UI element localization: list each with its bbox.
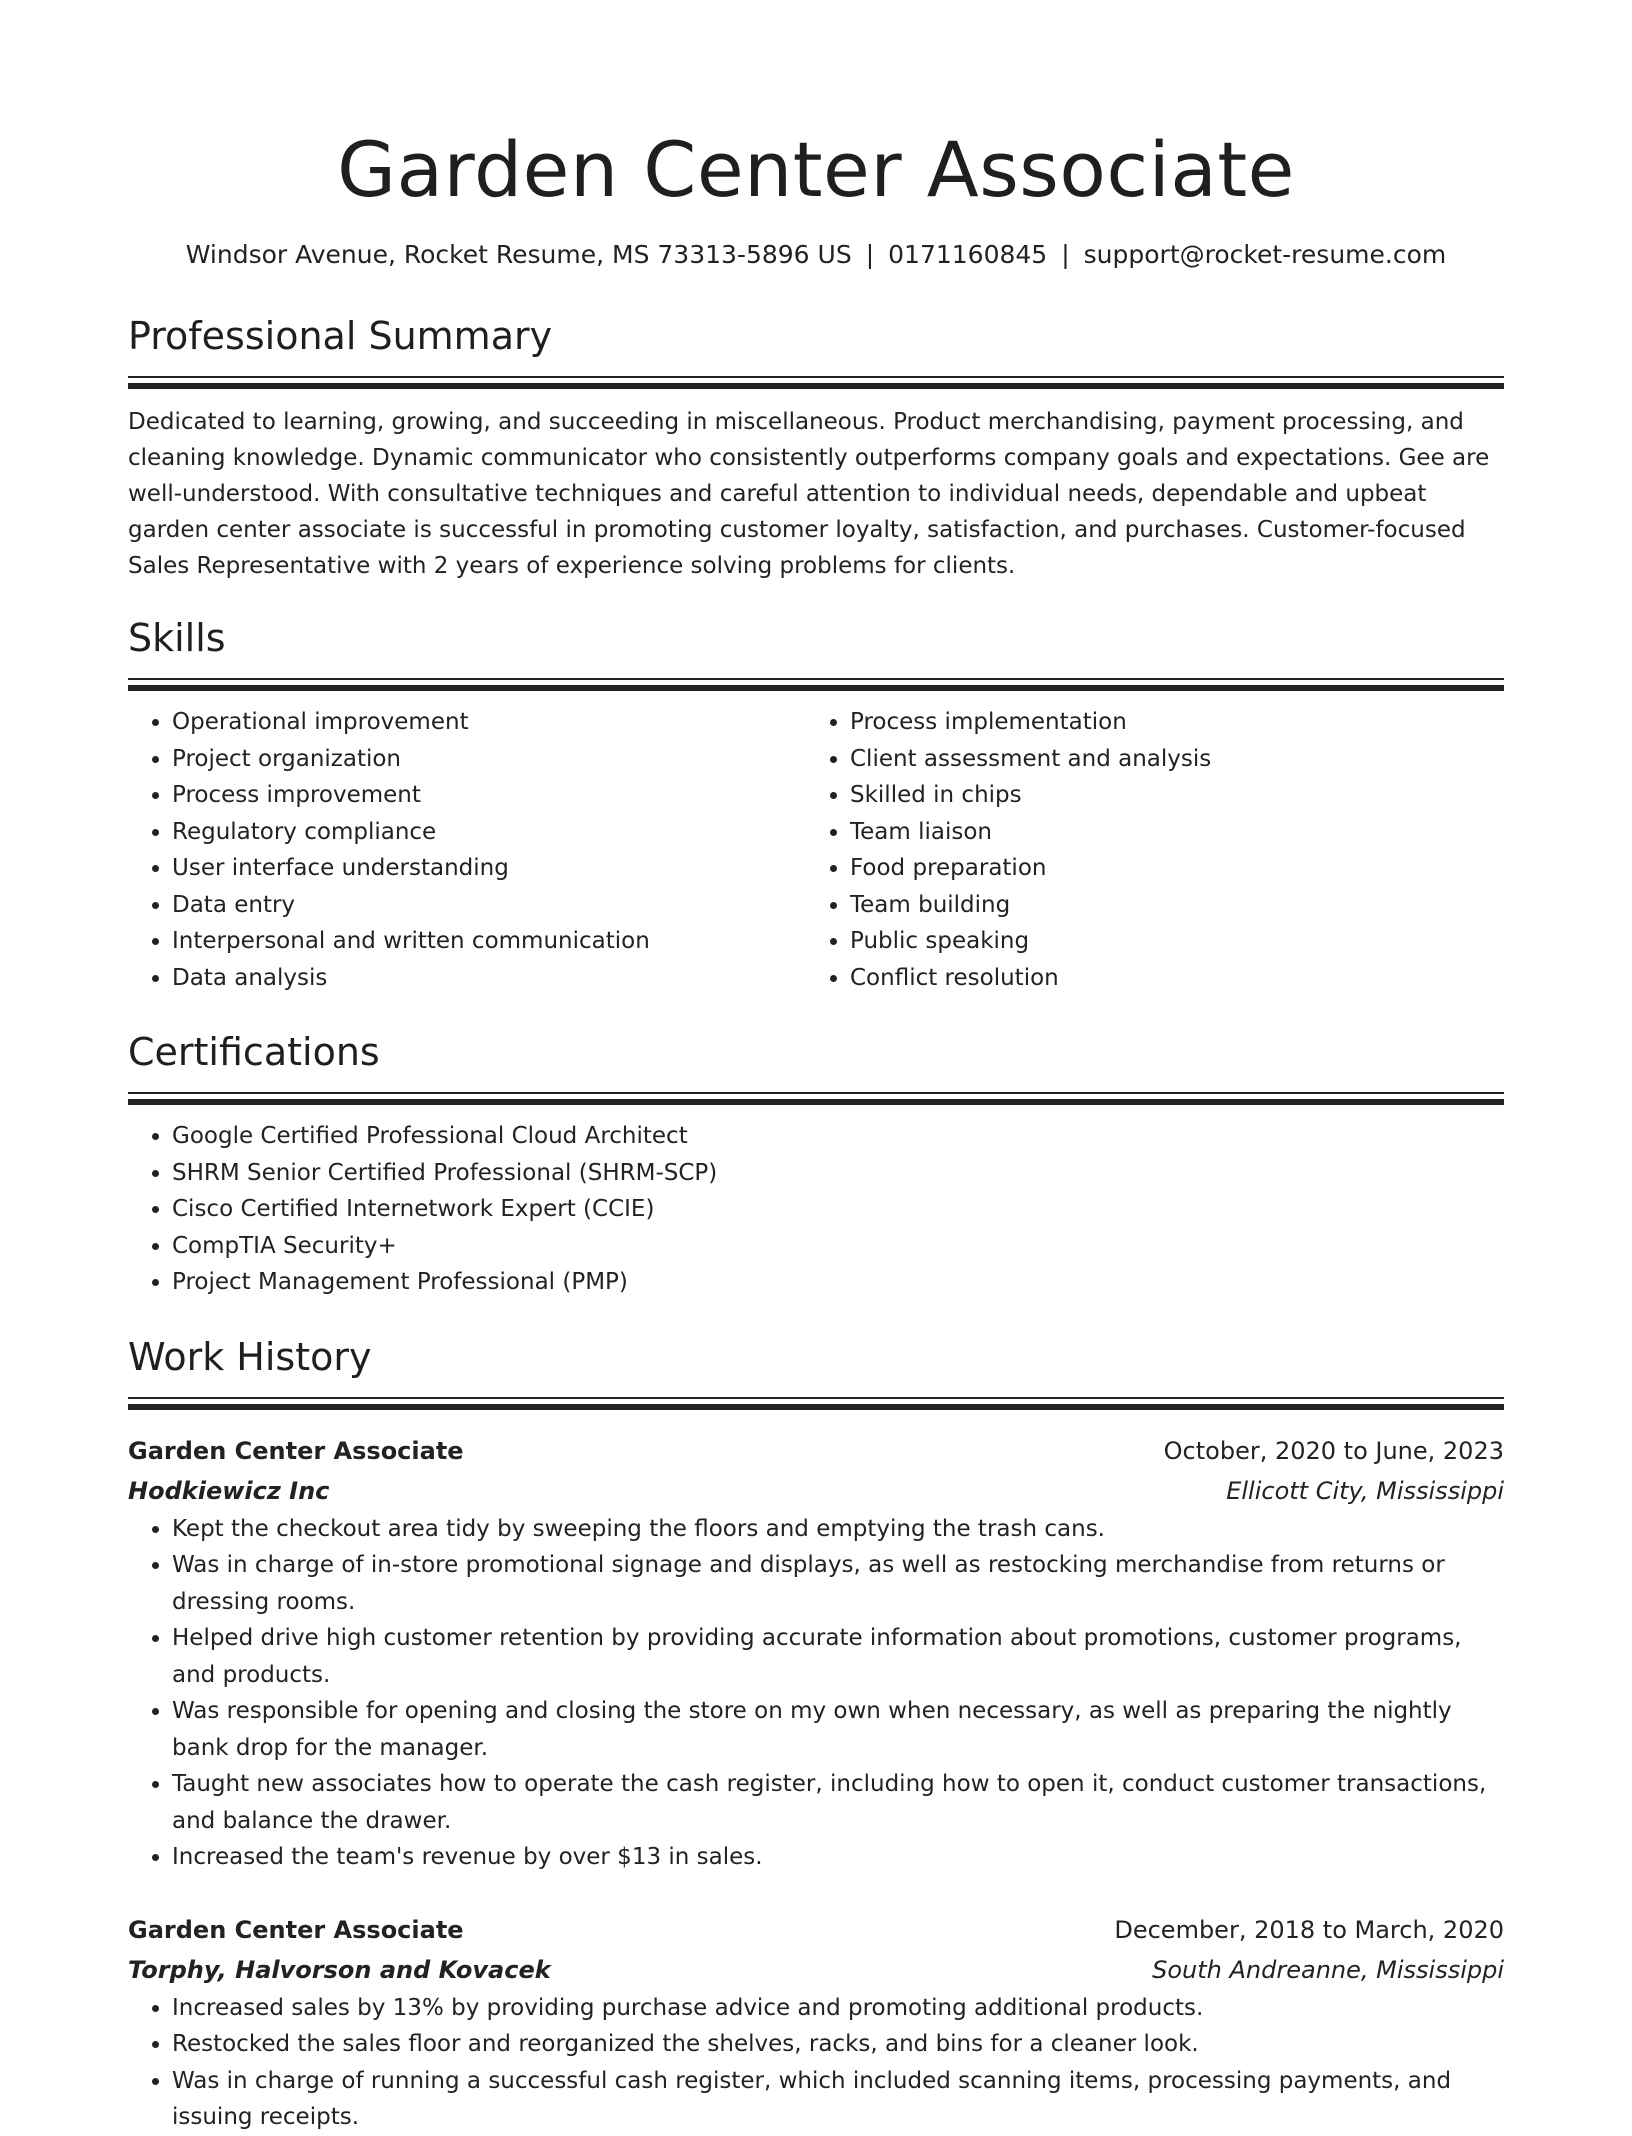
skill-item: • Team liaison [850,814,1484,851]
certifications-section [128,1028,1504,1301]
resume-name: Garden Center Associate [337,125,1295,214]
skills-column-right [806,704,1484,996]
skill-item: • User interface understanding [172,850,806,887]
contact-separator: | [1061,240,1070,269]
job-bullet: • Was responsible for opening and closing the store on my own when necessary, as well as preparing the nightly bank drop for the manager. [172,1693,1504,1766]
job-header-row [128,1910,1504,1950]
job-bullets [128,1990,1504,2136]
skill-item: • Public speaking [850,923,1484,960]
work-history-section [128,1333,1504,2136]
skill-item: • Data analysis [172,960,806,997]
job-company: Torphy, Halvorson and Kovacek [128,1955,551,1984]
summary-text: Dedicated to learning, growing, and succeeding in miscellaneous. Product merchandising, payment processing, and cleaning knowledge. Dynamic communicator who consistently outperforms company goals and expectations. Gee are well-understood. With consultative techniques and careful attention to individual needs, dependable and upbeat garden center associate is successful in promoting customer loyalty, satisfaction, and purchases. Customer-focused Sales Representative with 2 years of experience solving problems for clients. [128,409,1490,579]
job-company-row [128,1950,1504,1990]
job-dates: October, 2020 to June, 2023 [1163,1436,1504,1465]
contact-line [128,238,1504,272]
job-bullet: • Was in charge of in-store promotional signage and displays, as well as restocking merchandise from returns or dressing rooms. [172,1547,1504,1620]
certifications-list [128,1118,1504,1301]
job-company-row [128,1471,1504,1511]
job-title: Garden Center Associate [128,1436,464,1465]
skill-item: • Conflict resolution [850,960,1484,997]
skill-item: • Operational improvement [172,704,806,741]
section-title-skills: Skills [128,616,226,660]
skill-item: • Data entry [172,887,806,924]
skill-item: • Regulatory compliance [172,814,806,851]
certification-item: • Project Management Professional (PMP) [172,1264,1504,1301]
resume-page [128,0,1504,2136]
job-bullet: • Kept the checkout area tidy by sweeping the floors and emptying the trash cans. [172,1511,1504,1548]
skill-item: • Team building [850,887,1484,924]
contact-email: support@rocket-resume.com [1083,240,1447,269]
skills-grid [128,704,1504,996]
section-divider [128,1092,1504,1104]
certification-item: • SHRM Senior Certified Professional (SHRM-SCP) [172,1155,1504,1192]
section-divider [128,1397,1504,1409]
skills-column-left [128,704,806,996]
skill-item: • Client assessment and analysis [850,741,1484,778]
contact-separator: | [865,240,875,269]
job-bullets [128,1511,1504,1876]
summary-section [128,312,1504,584]
certification-item: • Cisco Certified Internetwork Expert (CCIE) [172,1191,1504,1228]
job-bullet: • Was in charge of running a successful cash register, which included scanning items, processing payments, and issuing receipts. [172,2063,1504,2136]
job-company: Hodkiewicz Inc [128,1476,330,1505]
skill-item: • Skilled in chips [850,777,1484,814]
skill-item: • Food preparation [850,850,1484,887]
job-location: Ellicott City, Mississippi [1226,1476,1504,1505]
section-title-certifications: Certifications [128,1030,380,1074]
job-entry [128,1431,1504,1876]
skill-item: • Interpersonal and written communication [172,923,806,960]
certification-item: • CompTIA Security+ [172,1228,1504,1265]
skill-item: • Process improvement [172,777,806,814]
skill-item: • Project organization [172,741,806,778]
job-title: Garden Center Associate [128,1915,464,1944]
job-header-row [128,1431,1504,1471]
job-bullet: • Increased the team's revenue by over $13 in sales. [172,1839,1504,1876]
section-title-summary: Professional Summary [128,314,553,358]
job-bullet: • Restocked the sales floor and reorganized the shelves, racks, and bins for a cleaner look. [172,2026,1504,2063]
section-title-work-history: Work History [128,1334,372,1379]
skills-list-right [806,704,1484,996]
certification-item: • Google Certified Professional Cloud Architect [172,1118,1504,1155]
job-entry [128,1910,1504,2136]
section-divider [128,376,1504,388]
job-bullet: • Helped drive high customer retention by providing accurate information about promotions, customer programs, and products. [172,1620,1504,1693]
contact-phone: 0171160845 [888,240,1048,269]
job-location: South Andreanne, Mississippi [1152,1955,1504,1984]
contact-address: Windsor Avenue, Rocket Resume, MS 73313-5896 US [185,240,852,269]
job-dates: December, 2018 to March, 2020 [1114,1915,1504,1944]
section-divider [128,678,1504,690]
skills-section [128,614,1504,996]
job-bullet: • Increased sales by 13% by providing purchase advice and promoting additional products. [172,1990,1504,2027]
skill-item: • Process implementation [850,704,1484,741]
skills-list-left [128,704,806,996]
job-bullet: • Taught new associates how to operate the cash register, including how to open it, conduct customer transactions, and balance the drawer. [172,1766,1504,1839]
